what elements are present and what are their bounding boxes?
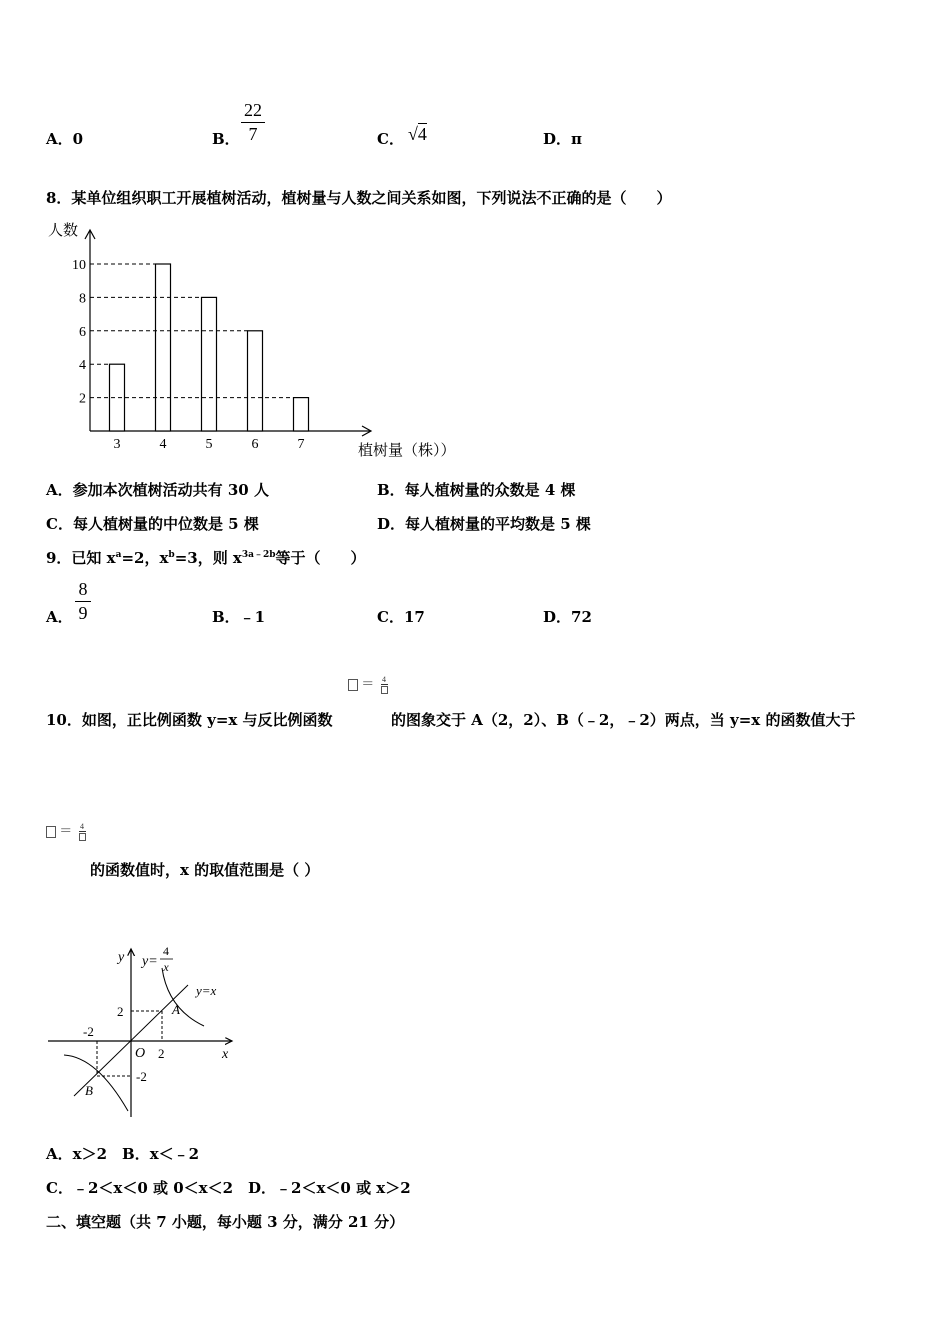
- y-tick-label: 6: [79, 324, 86, 340]
- x-tick-label: 4: [159, 437, 167, 452]
- formula-fraction: [381, 676, 388, 693]
- formula-numerator: 4: [80, 822, 85, 832]
- formula-equals: ＝: [361, 676, 375, 691]
- q9-option-b: B．﹣1: [212, 608, 266, 626]
- bar-4: [156, 264, 171, 431]
- q9-option-a-label: A．: [46, 608, 73, 626]
- q8-option-c: C．每人植树量的中位数是 5 棵: [46, 515, 259, 533]
- q9-stem: [46, 547, 366, 568]
- formula-fraction: [79, 823, 86, 840]
- sqrt-symbol-icon: √: [408, 124, 418, 144]
- y-tick-label: 10: [72, 258, 86, 273]
- q10-stem-part3: 的函数值时，x 的取值范围是（ ）: [90, 861, 320, 879]
- q9-sup-b: b: [168, 550, 175, 560]
- q8-option-b: B．每人植树量的众数是 4 棵: [377, 481, 576, 499]
- fraction-numerator: 22: [244, 100, 262, 120]
- x-axis-label: 植树量（株））: [358, 443, 456, 459]
- sqrt-radicand: 4: [417, 124, 427, 144]
- fraction-bar: [75, 601, 91, 602]
- q9-stem-prefix: 9．已知 x: [46, 549, 116, 567]
- x-tick-label: 7: [297, 437, 305, 452]
- q7-option-b-fraction: [241, 100, 265, 145]
- hyperbola-branch-2: [64, 1055, 128, 1111]
- q9-stem-suffix: 等于（ ）: [275, 549, 366, 567]
- bar-5: [202, 297, 217, 431]
- q8-option-d: D．每人植树量的平均数是 5 棵: [377, 515, 591, 533]
- fraction-denominator: 7: [248, 124, 258, 144]
- placeholder-glyph-icon: [348, 679, 358, 691]
- x-tick-label: 3: [113, 437, 121, 452]
- q10-stem-part2: 的图象交于 A（2，2）、B（﹣2，﹣2）两点，当 y=x 的函数值大于: [391, 711, 856, 729]
- q8-option-a: A．参加本次植树活动共有 30 人: [46, 481, 269, 499]
- y-axis-label: 人数: [48, 223, 79, 239]
- y-axis-label: y: [118, 950, 125, 965]
- formula-equals: ＝: [59, 823, 73, 838]
- curve-label-numerator: 4: [163, 944, 169, 958]
- q10-function-graph: [40, 935, 240, 1125]
- q10-formula-image-2: [46, 820, 86, 841]
- bar-7: [294, 398, 309, 431]
- fraction-denominator: 9: [78, 603, 88, 623]
- formula-denominator: [381, 685, 388, 693]
- q10-options-ab: A．x＞2 B．x＜﹣2: [46, 1145, 200, 1163]
- x-tick-label: 5: [205, 437, 213, 452]
- y-tick-label: 2: [79, 391, 86, 407]
- origin-label: O: [135, 1046, 146, 1061]
- point-a-label: A: [172, 1002, 180, 1017]
- formula-denominator: [79, 832, 86, 840]
- section-2-heading: 二、填空题（共 7 小题，每小题 3 分，满分 21 分）: [46, 1213, 405, 1231]
- q10-stem-part1: 10．如图，正比例函数 y=x 与反比例函数: [46, 711, 333, 729]
- x-axis-label: x: [222, 1047, 229, 1062]
- q9-option-d: D．72: [543, 608, 592, 626]
- q9-option-a-fraction: [75, 579, 91, 624]
- q9-sup-exponent: 3a﹣2b: [241, 550, 276, 560]
- q9-stem-mid2: =3，则 x: [174, 549, 242, 567]
- formula-numerator: 4: [382, 675, 387, 685]
- q7-option-a: A．0: [46, 130, 84, 148]
- tick-2-y: 2: [117, 1004, 124, 1019]
- point-b-label: B: [85, 1083, 93, 1098]
- curve-label-prefix: y=: [142, 954, 158, 969]
- bar-6: [248, 331, 263, 431]
- y-tick-label: 8: [79, 291, 86, 307]
- placeholder-glyph-icon: [79, 833, 86, 841]
- q9-sup-a: a: [115, 550, 122, 560]
- fraction-bar: [241, 122, 265, 123]
- q7-option-c-sqrt: [408, 124, 427, 145]
- q7-option-b-label: B．: [212, 130, 240, 148]
- q10-formula-image-1: [348, 673, 388, 694]
- fraction-numerator: 8: [78, 579, 88, 599]
- q9-stem-mid1: =2，x: [121, 549, 169, 567]
- placeholder-glyph-icon: [381, 686, 388, 694]
- tick-2-x: 2: [158, 1046, 165, 1061]
- curve-label-denominator: x: [163, 960, 169, 974]
- q7-option-c-label: C．: [377, 130, 404, 148]
- q8-stem: 8．某单位组织职工开展植树活动，植树量与人数之间关系如图，下列说法不正确的是（ ）: [46, 189, 672, 207]
- q9-option-c: C．17: [377, 608, 425, 626]
- line-label: y=x: [196, 983, 217, 998]
- placeholder-glyph-icon: [46, 826, 56, 838]
- q8-bar-chart: [40, 215, 480, 465]
- x-tick-label: 6: [251, 437, 259, 452]
- tick-neg2-x: -2: [83, 1024, 94, 1039]
- tick-neg2-y: -2: [136, 1069, 147, 1084]
- q10-options-cd: C．﹣2＜x＜0 或 0＜x＜2 D．﹣2＜x＜0 或 x＞2: [46, 1179, 411, 1197]
- q7-option-d: D．π: [543, 130, 582, 148]
- y-tick-label: 4: [79, 358, 86, 374]
